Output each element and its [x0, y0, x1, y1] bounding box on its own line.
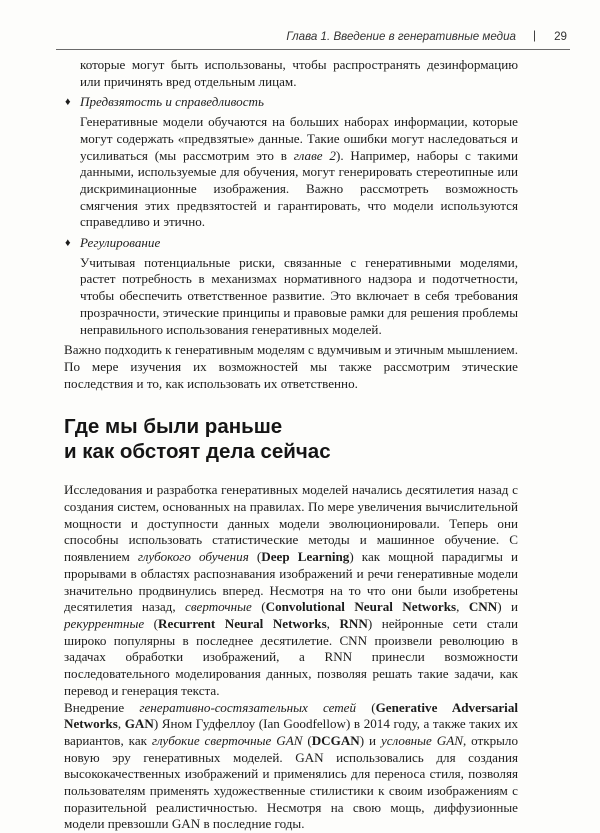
section-heading-line1: Где мы были раньше	[64, 414, 518, 439]
continued-paragraph: которые могут быть использованы, чтобы распространять дезинформацию или причинять вред отдельным лицам.	[64, 57, 518, 90]
bullet-title: Предвзятость и справедливость	[80, 94, 264, 109]
bullet-bias-heading	[64, 94, 518, 111]
chapter-title: Глава 1. Введение в генеративные медиа	[286, 30, 516, 43]
bullet-regulation-heading	[64, 235, 518, 252]
paragraph-history: Исследования и разработка генеративных моделей начались десятилетия назад с создания систем, основанных на правилах. По мере увеличения вычислительной мощности и доступности данных модели эволюционировали. Теперь они способны использовать статистические методы и машинное обучение. С появлением глубокого обучения (Deep Learning) как мощной парадигмы и прорывами в областях распознавания изображений и речи генеративные модели значительно продвинулись вперед. Несмотря на то что они были изобретены десятилетия назад, сверточные (Convolutional Neural Networks, CNN) и рекуррентные (Recurrent Neural Networks, RNN) нейронные сети стали широко популярны в последнее десятилетие. CNN произвели революцию в задачах обработки изображений, а RNN принесли возможности последовательного моделирования данных, позволяя решать такие задачи, как перевод и генерация текста.	[64, 482, 518, 699]
section-heading	[64, 414, 518, 464]
page-number: 29	[554, 30, 567, 43]
running-header	[56, 27, 570, 50]
chapter-reference: главе 2	[294, 148, 336, 163]
diamond-bullet-icon: ♦	[65, 94, 71, 111]
paragraph-gan: Внедрение генеративно-состязательных сетей (Generative Adversarial Networks, GAN) Яном Гудфеллоу (Ian Goodfellow) в 2014 году, а также таких их вариантов, как глубокие сверточные GAN (DCGAN) и условные GAN, открыло новую эру генеративных моделей. GAN использовались для создания высококачественных изображений и применялись для переноса стиля, позволяя пользователям применять художественные стилистики к своим изображениям с поразительной реалистичностью. Несмотря на свою мощь, диффузионные модели превзошли GAN в последние годы.	[64, 700, 518, 833]
section-heading-line2: и как обстоят дела сейчас	[64, 439, 518, 464]
bullet-regulation-text: Учитывая потенциальные риски, связанные с генеративными моделями, растет потребность в механизмах нормативного надзора и подотчетности, чтобы обеспечить ответственное развитие. Это включает в себя требования прозрачности, этические принципы и правовые рамки для решения проблемы неправильного использования генеративных моделей.	[64, 255, 518, 339]
diamond-bullet-icon: ♦	[65, 235, 71, 252]
paragraph: Важно подходить к генеративным моделям с вдумчивым и этичным мышлением. По мере изучения их возможностей мы также рассмотрим этические последствия и то, как использовать их ответственно.	[64, 342, 518, 392]
bullet-title: Регулирование	[80, 235, 160, 250]
page-body	[64, 57, 518, 833]
header-separator: |	[533, 29, 536, 42]
bullet-bias-text: Генеративные модели обучаются на больших наборах информации, которые могут содержать «предвзятые» данные. Такие ошибки могут наследоваться и усиливаться (мы рассмотрим это в главе 2). Например, наборы с такими данными, используемые для обучения, могут генерировать стереотипные или дискриминационные изображения. Важно рассмотреть возможность смягчения этих предвзятостей и гарантировать, что модели используются справедливо и этично.	[64, 114, 518, 231]
